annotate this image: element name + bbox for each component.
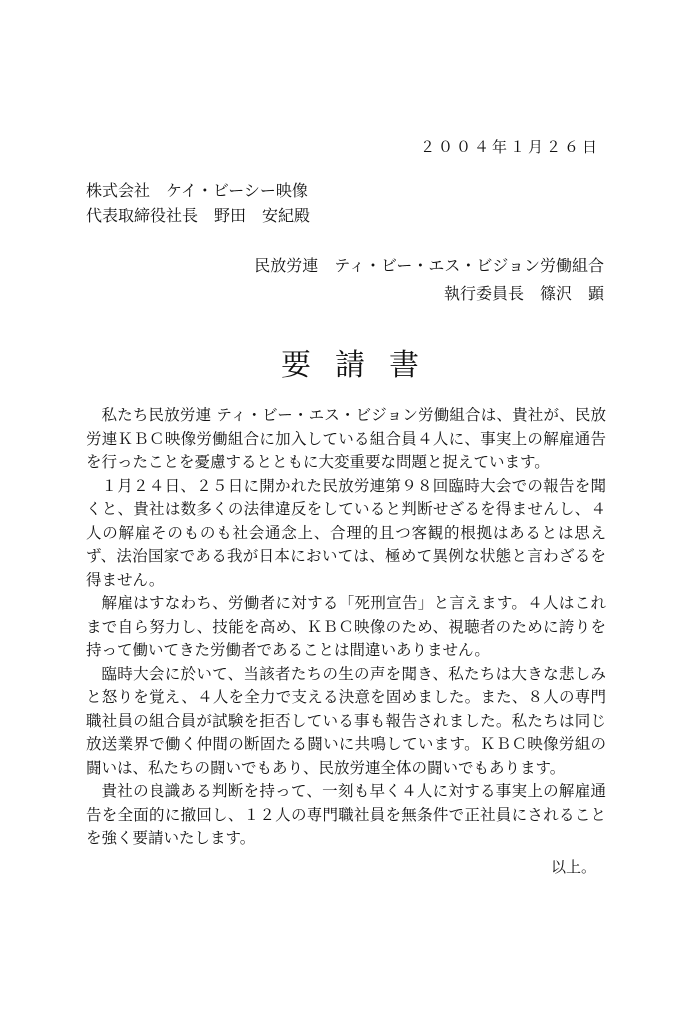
body-paragraph: 貴社の良識ある判断を持って、一刻も早く４人に対する事実上の解雇通告を全面的に撤回し、１２人の専門職社員を無条件で正社員にされることを強く要請いたします。 [86,782,606,847]
sender-block [254,252,604,308]
body-paragraph: 私たち民放労連 ティ・ビー・エス・ビジョン労働組合は、貴社が、民放労連ＫＢＣ映像労働組合に加入している組合員４人に、事実上の解雇通告を行ったことを憂慮するとともに大変重要な問題と捉えています。 [86,406,606,471]
document-title: 要請書 [281,348,443,383]
body-paragraph: １月２４日、２５日に開かれた民放労連第９８回臨時大会での報告を聞くと、貴社は数多くの法律違反をしていると判断せざるを得ませんし、４人の解雇そのものも社会通念上、合理的且つ客観的根拠はあるとは思えず、法治国家である我が日本においては、極めて異例な状態と言わざるを得ません。 [86,476,606,589]
document-body [86,404,606,851]
document-date: ２００４年１月２６日 [419,138,600,156]
closing-text: 以上。 [550,858,596,876]
recipient-company: 株式会社 ケイ・ビーシー映像 [86,181,308,200]
body-paragraph: 臨時大会に於いて、当該者たちの生の声を聞き、私たちは大きな悲しみと怒りを覚え、４人を全力で支える決意を固めました。また、８人の専門職社員の組合員が試験を拒否している事も報告されました。私たちは同じ放送業界で働く仲間の断固たる闘いに共鳴しています。ＫＢＣ映像労組の闘いは、私たちの闘いでもあり、民放労連全体の闘いでもあります。 [86,664,606,777]
body-paragraph: 解雇はすなわち、労働者に対する「死刑宣告」と言えます。４人はこれまで自ら努力し、技能を高め、ＫＢＣ映像のため、視聴者のために誇りを持って働いてきた労働者であることは間違いありません。 [86,594,606,659]
recipient-block [86,178,310,228]
sender-chairperson: 執行委員長 篠沢 顕 [443,284,604,303]
sender-organization: 民放労連 ティ・ビー・エス・ビジョン労働組合 [254,256,604,275]
recipient-representative: 代表取締役社長 野田 安紀殿 [86,206,311,225]
